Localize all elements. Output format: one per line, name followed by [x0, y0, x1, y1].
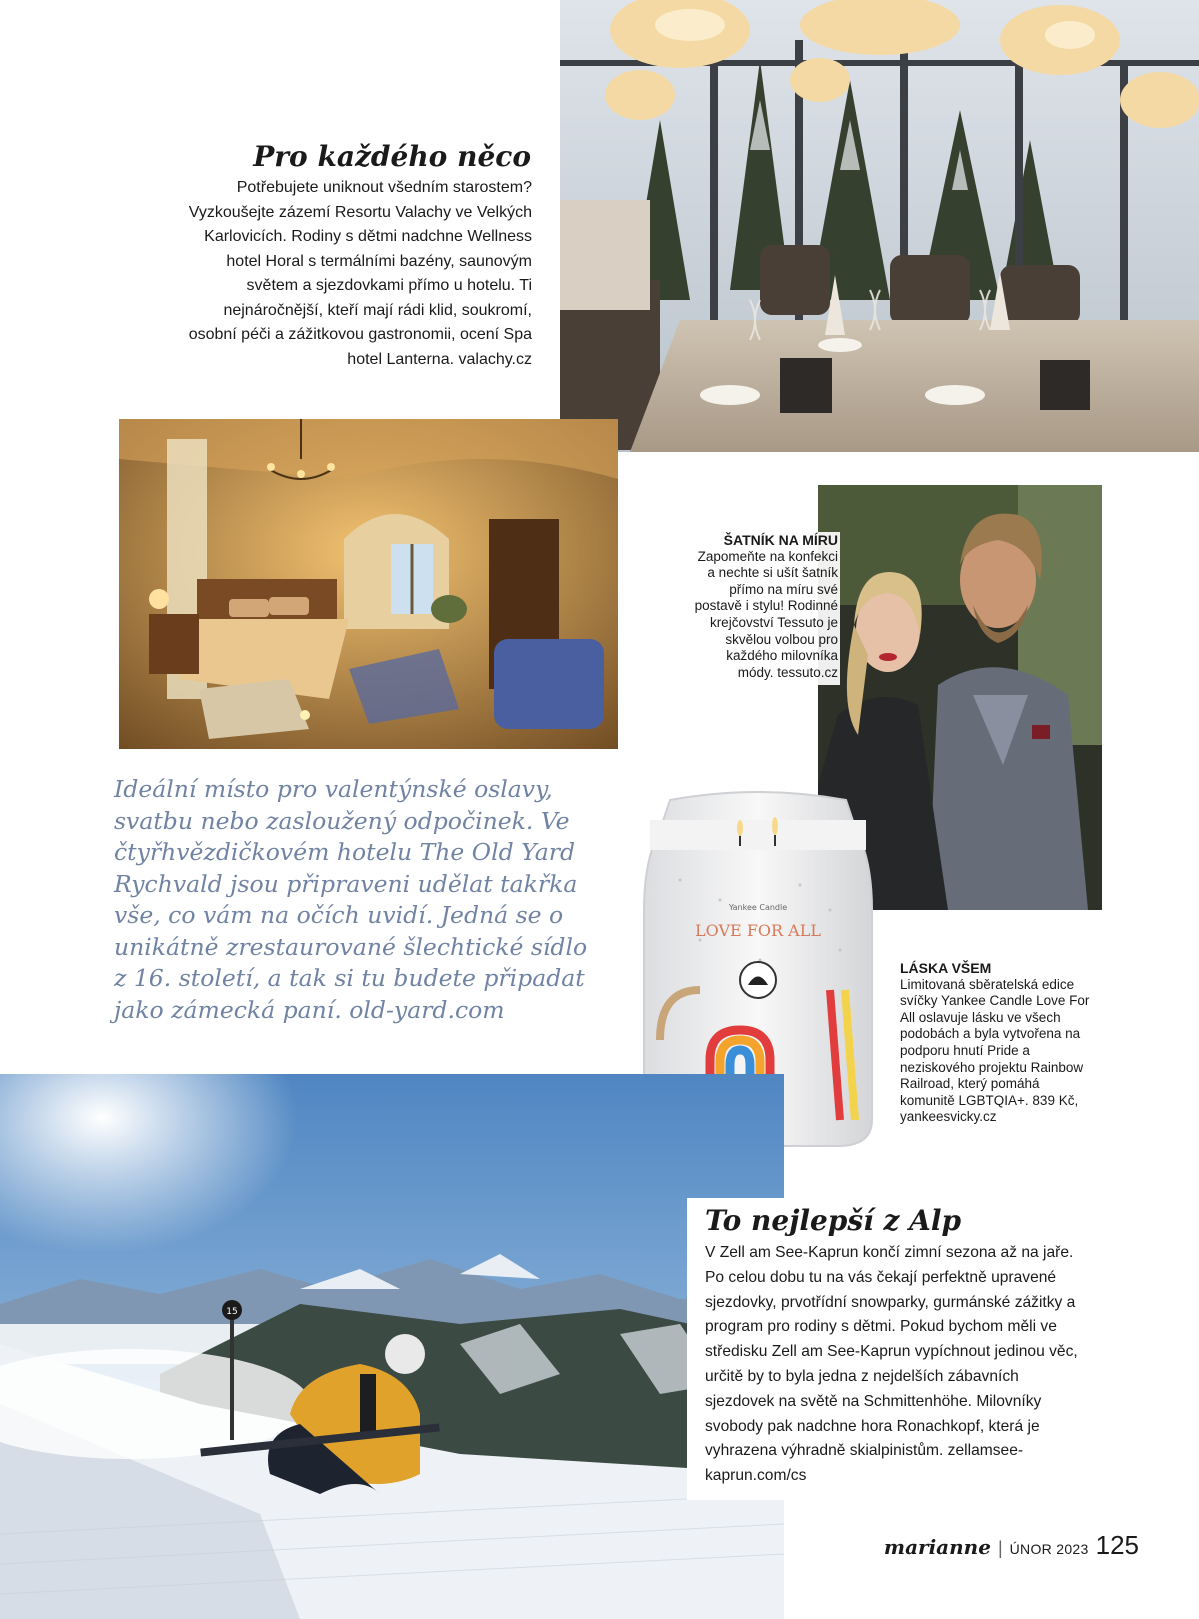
page-number: 125: [1095, 1530, 1139, 1560]
article-title-pro-kazdeho: Pro každého něco: [253, 140, 531, 173]
page-footer: [884, 1530, 1139, 1561]
issue-label: ÚNOR 2023: [1009, 1541, 1089, 1557]
article-text-alp: V Zell am See-Kaprun končí zimní sezona až na jaře. Po celou dobu tu na vás čekají perfektně upravené sjezdovky, prvotřídní snowparky, gurmánské zážitky a program pro rodiny s dětmi. Pokud bychom měli ve středisku Zell am See-Kaprun vypíchnout jedinou věc, určitě by to byla jedna z nejdelších zábavních sjezdovek na světě na Schmittenhöhe. Milovníky svobody pak nadchne hora Ronachkopf, která je vyhrazena výhradně skialpinistům. zellamsee-kaprun.com/cs: [705, 1244, 1078, 1485]
restaurant-photo: [560, 0, 1199, 452]
candle-brand: Yankee Candle: [728, 903, 788, 912]
article-text-pro-kazdeho: Potřebujete uniknout všedním starostem? Vyzkoušejte zázemí Resortu Valachy ve Velkých Karlovicích. Rodiny s dětmi nadchne Wellness hotel Horal s termálními bazény, saunovým světem a sjezdovkami přímo u hotelu. Ti nejnáročnější, kteří mají rádi klid, soukromí, osobní péči a zážitkovou gastronomii, ocení Spa hotel Lanterna. valachy.cz: [188, 179, 532, 368]
magazine-brand: marianne: [883, 1535, 991, 1559]
candle-product: LOVE FOR ALL: [695, 921, 821, 940]
pull-quote: Ideální místo pro valentýnské oslavy, svatbu nebo zasloužený odpočinek. Ve čtyřhvězdičkovém hotelu The Old Yard Rychvald jsou připraveni udělat takřka vše, co vám na očích uvidí. Jedná se o unikátně zrestaurované šlechtické sídlo z 16. století, a tak si tu budete připadat jako zámecká paní. old-yard.com: [114, 775, 588, 1024]
sidebar-satnik-title: ŠATNÍK NA MÍRU: [723, 532, 838, 548]
sidebar-laska: [900, 960, 1090, 1126]
sidebar-laska-text: Limitovaná sběratelská edice svíčky Yankee Candle Love For All oslavuje lásku ve všech podobách a byla vytvořena na podporu hnutí Pride a neziskového projektu Rainbow Railroad, který pomáhá komunitě LGBTQIA+. 839 Kč, yankeesvicky.cz: [900, 976, 1090, 1125]
article-title-alp: To nejlepší z Alp: [705, 1204, 962, 1237]
sidebar-satnik-text: Zapomeňte na konfekci a nechte si ušít šatník přímo na míru své postavě i stylu! Rodinné krejčovství Tessuto je skvělou volbou pro každého milovníka módy. tessuto.cz: [694, 548, 838, 680]
sidebar-laska-title: LÁSKA VŠEM: [900, 960, 992, 976]
ski-photo: [0, 1074, 784, 1619]
footer-separator: |: [997, 1538, 1003, 1558]
slope-sign: 15: [226, 1307, 238, 1317]
sidebar-satnik: [690, 532, 840, 685]
bedroom-photo: [119, 419, 618, 749]
